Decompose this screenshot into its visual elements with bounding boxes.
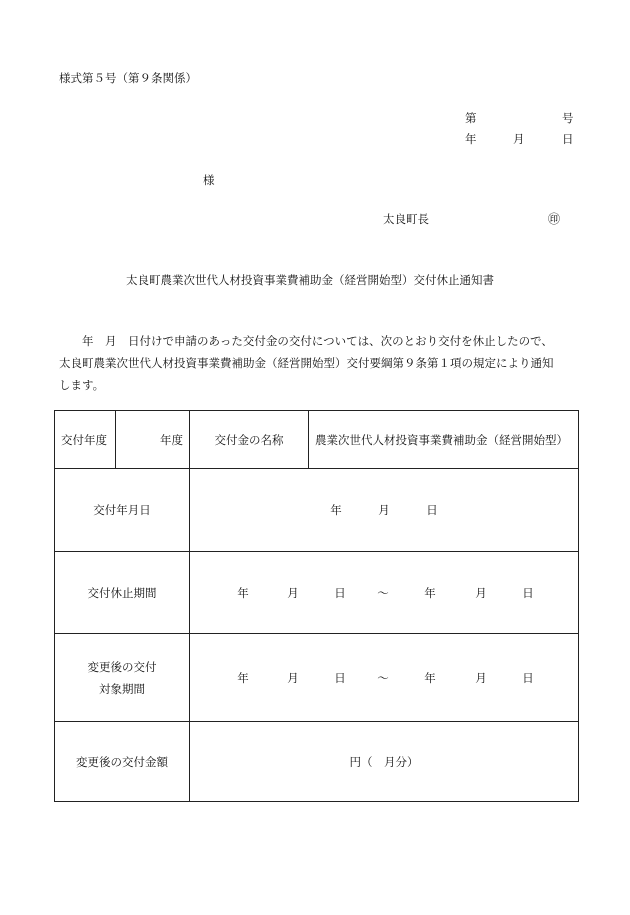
body-line-2: 太良町農業次世代人材投資事業費補助金（経営開始型）交付要綱第９条第１項の規定により通知 xyxy=(59,356,554,370)
changed-period-label-line-1: 変更後の交付 xyxy=(87,659,157,674)
changed-end-day: 日 xyxy=(522,670,534,685)
changed-amount-label: 変更後の交付金額 xyxy=(55,722,190,802)
recipient-suffix: 様 xyxy=(203,173,215,187)
changed-end-month: 月 xyxy=(475,670,487,685)
table-row xyxy=(55,552,579,634)
fiscal-year-value: 年度 xyxy=(116,411,190,469)
body-line-1: 年 月 日付けで申請のあった交付金の交付については、次のとおり交付を休止したので、 xyxy=(59,334,553,348)
suspend-start-day: 日 xyxy=(334,585,346,600)
grant-date-value xyxy=(190,469,579,552)
body-paragraph xyxy=(59,330,579,396)
grant-name-value: 農業次世代人材投資事業費補助金（経営開始型） xyxy=(309,411,579,469)
changed-amount-value: 円（ 月分） xyxy=(190,722,579,802)
changed-start-day: 日 xyxy=(334,670,346,685)
suspend-start-year: 年 xyxy=(237,585,249,600)
grant-table xyxy=(54,410,579,802)
changed-start-month: 月 xyxy=(287,670,299,685)
suspend-period-label: 交付休止期間 xyxy=(55,552,190,634)
fiscal-year-label: 交付年度 xyxy=(55,411,116,469)
body-line-3: します。 xyxy=(59,378,105,392)
changed-period-label-line-2: 対象期間 xyxy=(99,681,145,696)
suspend-end-month: 月 xyxy=(475,585,487,600)
suspend-end-year: 年 xyxy=(424,585,436,600)
number-suffix: 号 xyxy=(562,111,574,125)
grant-name-label: 交付金の名称 xyxy=(190,411,309,469)
changed-tilde: ～ xyxy=(377,670,389,685)
date-year: 年 xyxy=(465,132,477,146)
grant-date-day: 日 xyxy=(426,503,438,517)
changed-period-value xyxy=(190,634,579,722)
number-prefix: 第 xyxy=(465,111,477,125)
table-row xyxy=(55,722,579,802)
document-title: 太良町農業次世代人材投資事業費補助金（経営開始型）交付休止通知書 xyxy=(126,273,494,287)
date-month: 月 xyxy=(513,132,525,146)
grant-date-month: 月 xyxy=(378,503,390,517)
issuer: 太良町長 xyxy=(383,212,429,226)
changed-start-year: 年 xyxy=(237,670,249,685)
suspend-end-day: 日 xyxy=(522,585,534,600)
grant-date-year: 年 xyxy=(330,503,342,517)
table-row xyxy=(55,411,579,469)
seal-mark: ㊞ xyxy=(548,212,561,226)
form-label: 様式第５号（第９条関係） xyxy=(59,71,197,85)
changed-end-year: 年 xyxy=(424,670,436,685)
suspend-start-month: 月 xyxy=(287,585,299,600)
changed-period-label xyxy=(55,634,190,722)
table-row xyxy=(55,634,579,722)
suspend-period-value xyxy=(190,552,579,634)
grant-date-label: 交付年月日 xyxy=(55,469,190,552)
table-row xyxy=(55,469,579,552)
suspend-tilde: ～ xyxy=(377,585,389,600)
date-day: 日 xyxy=(562,132,574,146)
